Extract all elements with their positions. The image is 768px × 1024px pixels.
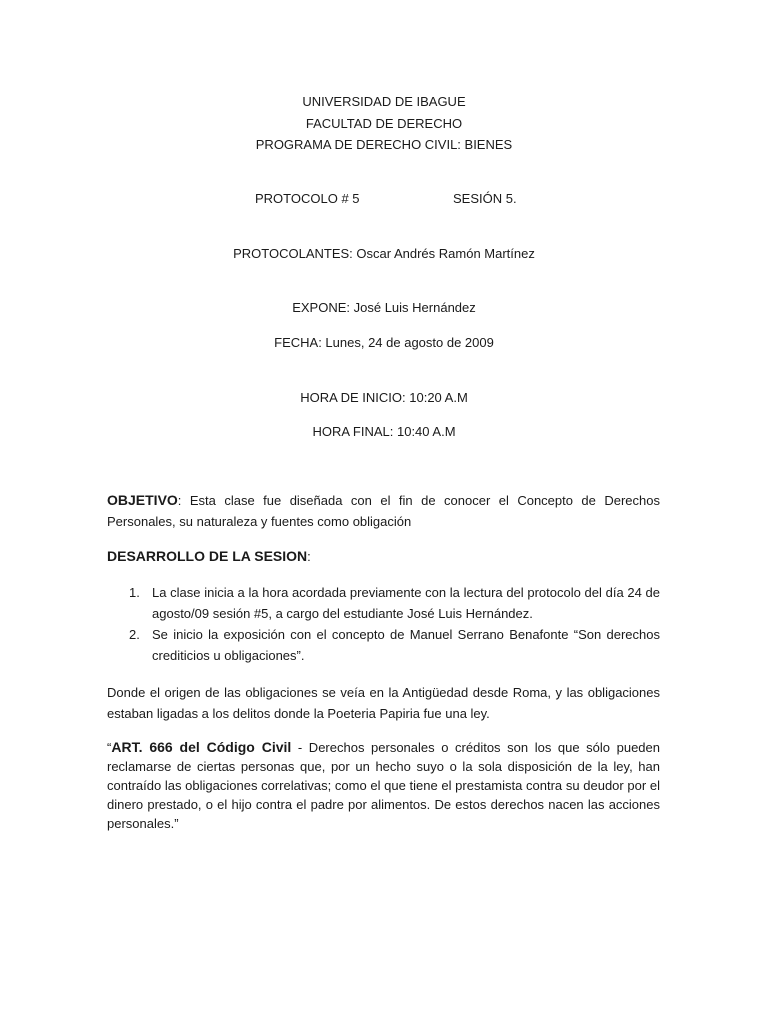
fecha: FECHA: Lunes, 24 de agosto de 2009	[274, 335, 494, 350]
protocol-row	[0, 191, 768, 207]
list-item-text: Se inicio la exposición con el concepto de Manuel Serrano Benafonte “Son derechos crediticios u obligaciones”.	[152, 627, 660, 663]
article-quote	[107, 738, 660, 833]
list-item	[107, 624, 660, 666]
development-suffix: :	[307, 549, 311, 564]
objective-paragraph	[107, 490, 660, 532]
list-item-text: La clase inicia a la hora acordada previamente con la lectura del protocolo del día 24 de agosto/09 sesión #5, a cargo del estudiante José Luis Hernández.	[152, 585, 660, 621]
objective-text: : Esta clase fue diseñada con el fin de conocer el Concepto de Derechos Personales, su naturaleza y fuentes como obligación	[107, 493, 660, 529]
article-title: ART. 666 del Código Civil	[111, 739, 292, 755]
development-label: DESARROLLO DE LA SESION	[107, 548, 308, 564]
university-name: UNIVERSIDAD DE IBAGUE	[302, 94, 466, 109]
list-item	[107, 582, 660, 624]
list-item-number: 1.	[129, 585, 140, 600]
hora-final: HORA FINAL: 10:40 A.M	[312, 424, 456, 439]
session-number: SESIÓN 5.	[453, 191, 517, 206]
protocol-number: PROTOCOLO # 5	[255, 191, 360, 206]
origin-paragraph: Donde el origen de las obligaciones se veía en la Antigüedad desde Roma, y las obligaciones estaban ligadas a los delitos donde la Poeteria Papiria fue una ley.	[107, 685, 660, 721]
article-text: - Derechos personales o créditos son los que sólo pueden reclamarse de ciertas personas que, por un hecho suyo o la sola disposición de la ley, han contraído las obligaciones correlativas; como el que tiene el prestamista contra su deudor por el dinero prestado, o el hijo contra el padre por alimentos. De estos derechos nacen las acciones personales.”	[107, 740, 661, 831]
hora-inicio: HORA DE INICIO: 10:20 A.M	[300, 390, 468, 405]
objective-label: OBJETIVO	[107, 492, 178, 508]
article-open-quote: “	[107, 740, 112, 755]
protocolantes: PROTOCOLANTES: Oscar Andrés Ramón Martínez	[233, 246, 535, 261]
list-item-number: 2.	[129, 627, 140, 642]
expone: EXPONE: José Luis Hernández	[292, 300, 476, 315]
development-heading	[107, 546, 660, 567]
development-list	[107, 582, 660, 666]
faculty-name: FACULTAD DE DERECHO	[305, 116, 463, 131]
program-name: PROGRAMA DE DERECHO CIVIL: BIENES	[255, 137, 513, 152]
